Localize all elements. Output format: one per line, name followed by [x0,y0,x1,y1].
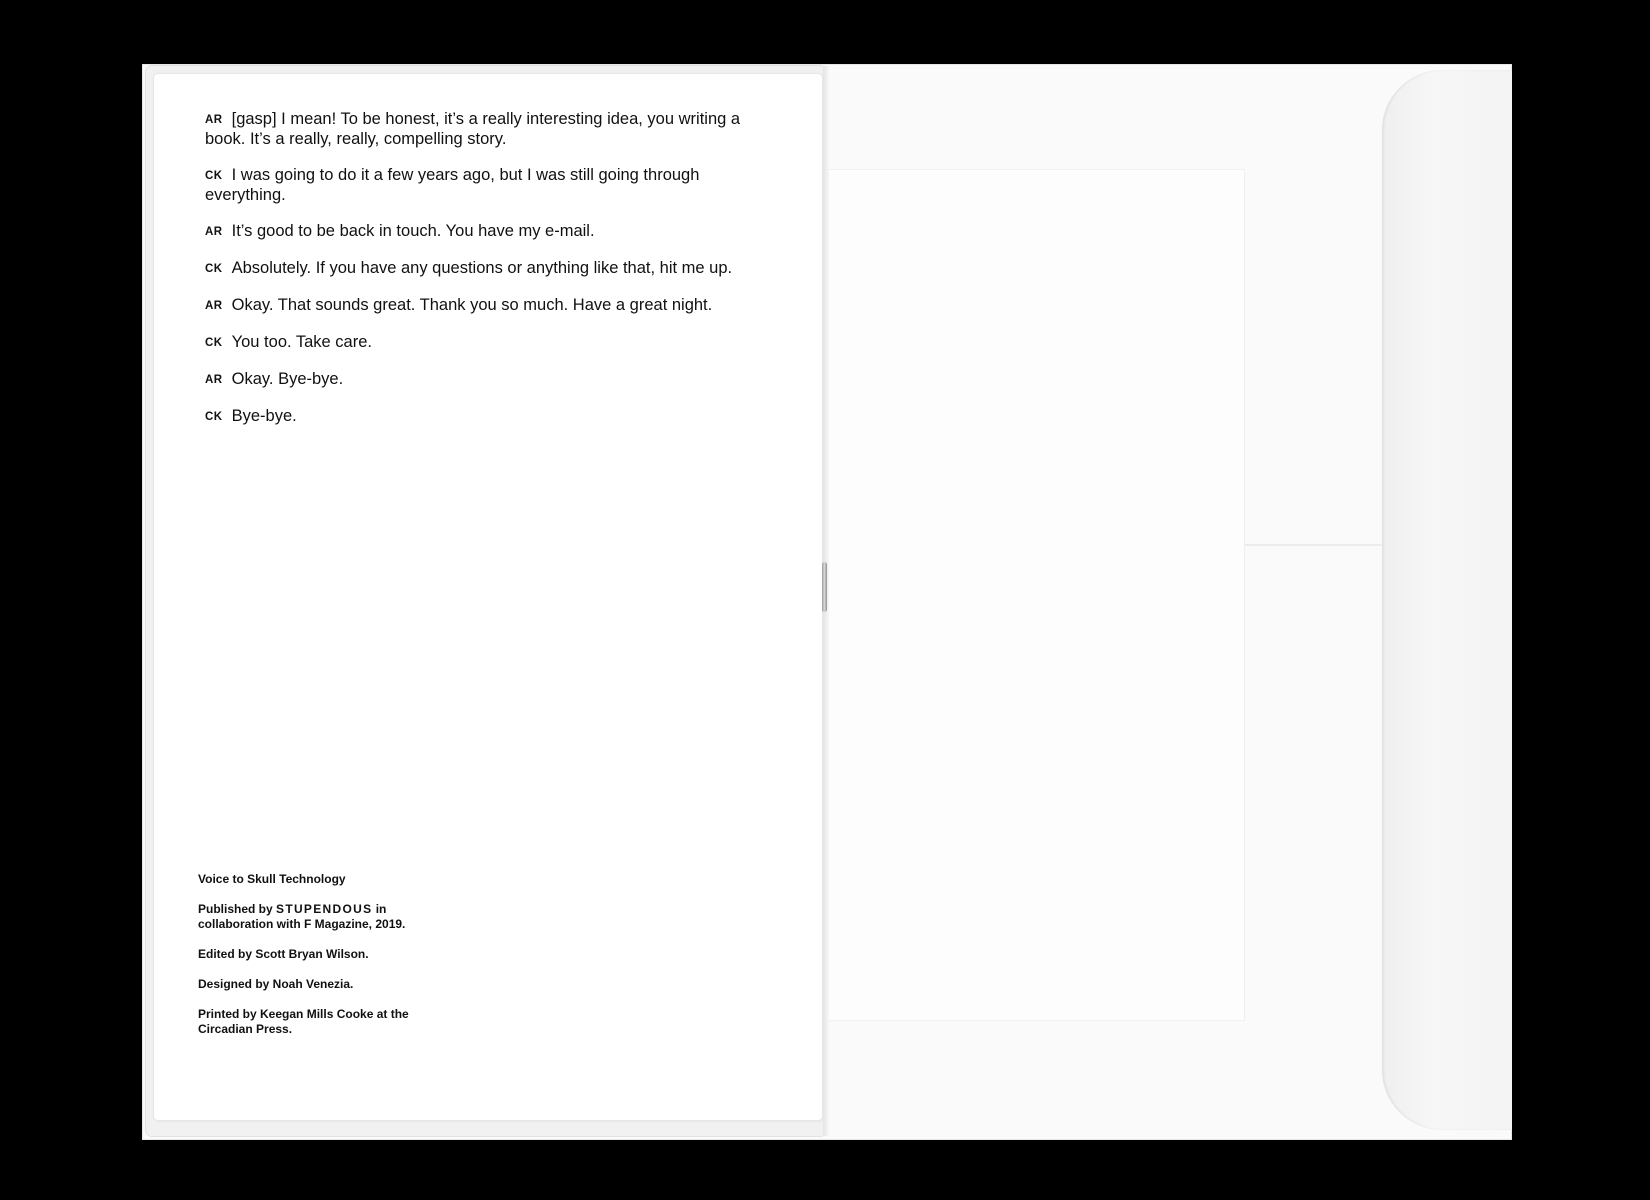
speaker-initials: CK [205,170,223,182]
transcript-line [205,370,765,390]
staple [822,562,827,612]
publisher-name: STUPENDOUS [276,902,373,916]
insert-card [756,170,1244,1020]
speaker-initials: AR [205,114,223,126]
dialogue-text: [gasp] I mean! To be honest, it’s a really interesting idea, you writing a book. It’s a really, really, compelling story. [205,110,741,148]
colophon-printer: Printed by Keegan Mills Cooke at the Circadian Press. [198,1007,409,1036]
speaker-initials: CK [205,337,223,349]
dialogue-text: Okay. That sounds great. Thank you so much. Have a great night. [231,296,713,314]
dialogue-text: It’s good to be back in touch. You have my e-mail. [231,222,595,240]
colophon-published [198,902,458,932]
colophon-editor: Edited by Scott Bryan Wilson. [198,947,369,961]
envelope-flap [1382,70,1512,1130]
dialogue-text: Absolutely. If you have any questions or anything like that, hit me up. [231,259,733,277]
colophon-title: Voice to Skull Technology [198,872,346,886]
transcript-line [205,166,765,205]
speaker-initials: AR [205,226,223,238]
speaker-initials: CK [205,263,223,275]
dialogue-text: Bye-bye. [231,407,297,425]
speaker-initials: CK [205,411,223,423]
transcript [205,110,765,444]
transcript-line [205,110,765,149]
speaker-initials: AR [205,300,223,312]
transcript-line [205,333,765,353]
transcript-line [205,407,765,427]
published-prefix: Published by [198,902,273,916]
transcript-line [205,296,765,316]
published-suffix: in collaboration with F Magazine, 2019. [198,902,406,931]
transcript-line [205,259,765,279]
dialogue-text: You too. Take care. [231,333,372,351]
transcript-line [205,222,765,242]
colophon-designer: Designed by Noah Venezia. [198,977,354,991]
dialogue-text: Okay. Bye-bye. [231,370,344,388]
dialogue-text: I was going to do it a few years ago, but I was still going through everything. [205,166,700,204]
colophon [198,872,458,1052]
speaker-initials: AR [205,374,223,386]
